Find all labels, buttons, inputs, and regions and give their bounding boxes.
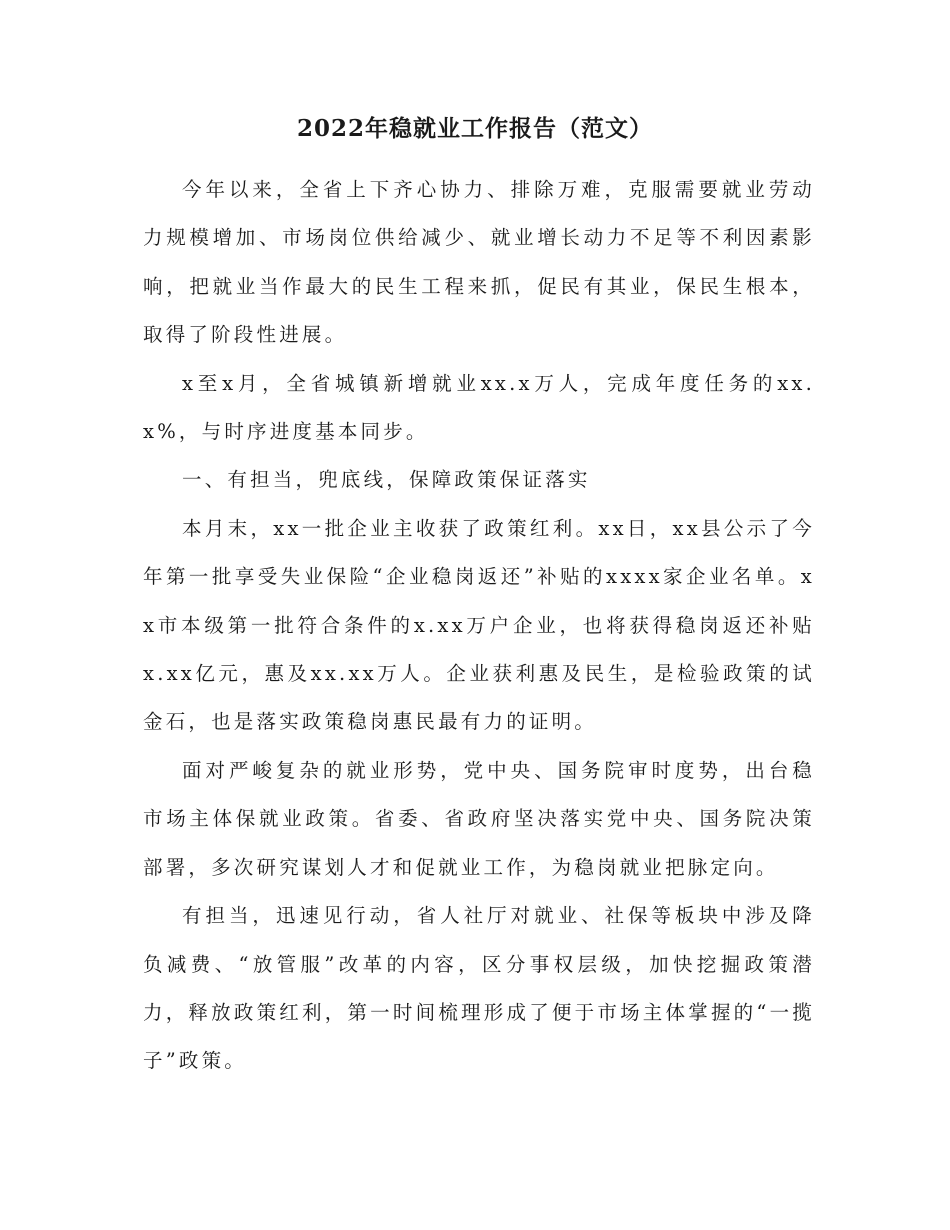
paragraph-action: 有担当，迅速见行动，省人社厅对就业、社保等板块中涉及降负减费、“放管服”改革的内容，区分事权层级，加快挖掘政策潜力，释放政策红利，第一时间梳理形成了便于市场主体掌握的“一揽子”政策。: [143, 904, 815, 1073]
paragraph-intro: 今年以来，全省上下齐心协力、排除万难，克服需要就业劳动力规模增加、市场岗位供给减少、就业增长动力不足等不利因素影响，把就业当作最大的民生工程来抓，促民有其业，保民生根本，取得了阶段性进展。: [143, 178, 815, 347]
paragraph-policy-response: 面对严峻复杂的就业形势，党中央、国务院审时度势，出台稳市场主体保就业政策。省委、省政府坚决落实党中央、国务院决策部署，多次研究谋划人才和促就业工作，为稳岗就业把脉定向。: [143, 758, 815, 879]
section-heading-1: 一、有担当，兜底线，保障政策保证落实: [182, 468, 591, 492]
document-title: 2022年稳就业工作报告（范文）: [296, 115, 653, 142]
paragraph-subsidy: 本月末，xx一批企业主收获了政策红利。xx日，xx县公示了今年第一批享受失业保险“企业稳岗返还”补贴的xxxx家企业名单。xx市本级第一批符合条件的x.xx万户企业，也将获得稳岗返还补贴x.xx亿元，惠及xx.xx万人。企业获利惠及民生，是检验政策的试金石，也是落实政策稳岗惠民最有力的证明。: [143, 516, 815, 734]
paragraph-employment-stats: x至x月，全省城镇新增就业xx.x万人，完成年度任务的xx.x%，与时序进度基本同步。: [143, 371, 815, 444]
document-body: [143, 166, 815, 1086]
